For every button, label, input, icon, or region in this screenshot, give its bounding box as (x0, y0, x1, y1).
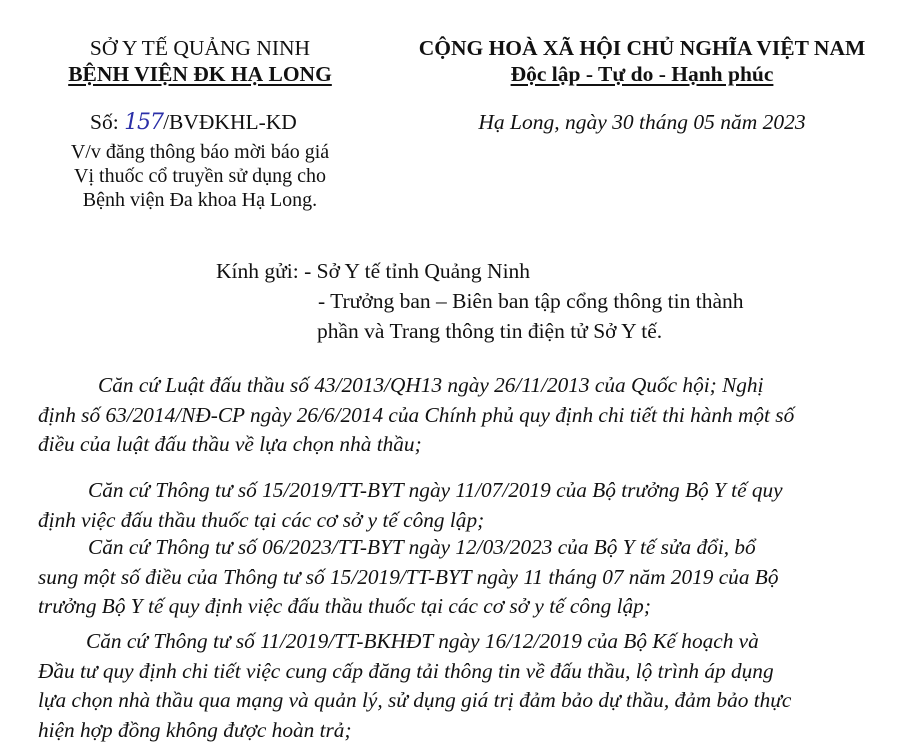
recipient-line: - Sở Y tế tỉnh Quảng Ninh (304, 259, 531, 283)
subject-line: Vị thuốc cổ truyền sử dụng cho (74, 165, 326, 187)
national-title: CỘNG HOÀ XÃ HỘI CHỦ NGHĨA VIỆT NAM (418, 36, 866, 60)
paragraph-line: Căn cứ Thông tư số 15/2019/TT-BYT ngày 11/07/2019 của Bộ trưởng Bộ Y tế quy (88, 478, 783, 502)
document-date: Hạ Long, ngày 30 tháng 05 năm 2023 (478, 110, 806, 134)
subject-line: V/v đăng thông báo mời báo giá (70, 141, 330, 163)
handwritten-number: 157 (124, 110, 164, 135)
paragraph-line: trưởng Bộ Y tế quy định việc đấu thầu thuốc tại các cơ sở y tế công lập; (38, 594, 651, 618)
recipients-block (216, 256, 530, 286)
paragraph (38, 476, 886, 535)
recipient-line: - Trưởng ban – Biên ban tập cổng thông tin thành (318, 289, 744, 313)
paragraph-line: sung một số điều của Thông tư số 15/2019/TT-BYT ngày 11 tháng 07 năm 2019 của Bộ (38, 564, 779, 589)
paragraph-line: Căn cứ Thông tư số 11/2019/TT-BKHĐT ngày 16/12/2019 của Bộ Kế hoạch và (86, 629, 759, 653)
paragraph-line: Căn cứ Luật đấu thầu số 43/2013/QH13 ngày 26/11/2013 của Quốc hội; Nghị (98, 373, 764, 397)
national-motto-text: Độc lập - Tự do - Hạnh phúc (510, 62, 774, 86)
subject-line: Bệnh viện Đa khoa Hạ Long. (82, 189, 318, 211)
paragraph (38, 627, 886, 745)
department-name: SỞ Y TẾ QUẢNG NINH (89, 36, 311, 60)
paragraph-line: Đầu tư quy định chi tiết việc cung cấp đăng tải thông tin về đấu thầu, lộ trình áp dụng (38, 658, 774, 683)
paragraph-line: Căn cứ Thông tư số 06/2023/TT-BYT ngày 12/03/2023 của Bộ Y tế sửa đổi, bổ (88, 535, 756, 559)
hospital-name-text: BỆNH VIỆN ĐK HẠ LONG (68, 62, 332, 86)
national-motto (392, 62, 892, 87)
paragraph-line: điều của luật đấu thầu về lựa chọn nhà thầu; (38, 432, 422, 456)
paragraph-line: lựa chọn nhà thầu qua mạng và quản lý, sử dụng giá trị đảm bảo dự thầu, đảm bảo thực (38, 688, 792, 712)
paragraph-line: hiện hợp đồng không được hoàn trả; (38, 717, 352, 742)
subject-block (40, 140, 360, 212)
paragraph (38, 533, 886, 622)
document-number-suffix: /BVĐKHL-KD (163, 110, 297, 134)
hospital-name (40, 62, 360, 87)
paragraph (38, 371, 886, 460)
recipient-line: phần và Trang thông tin điện tử Sở Y tế. (317, 319, 663, 343)
document-number (90, 110, 297, 135)
recipients-label: Kính gửi: (216, 259, 299, 283)
paragraph-line: định việc đấu thầu thuốc tại các cơ sở y tế công lập; (38, 507, 485, 532)
paragraph-line: định số 63/2014/NĐ-CP ngày 26/6/2014 của Chính phủ quy định chi tiết thi hành một số (38, 402, 795, 427)
document-number-prefix: Số: (90, 110, 119, 134)
